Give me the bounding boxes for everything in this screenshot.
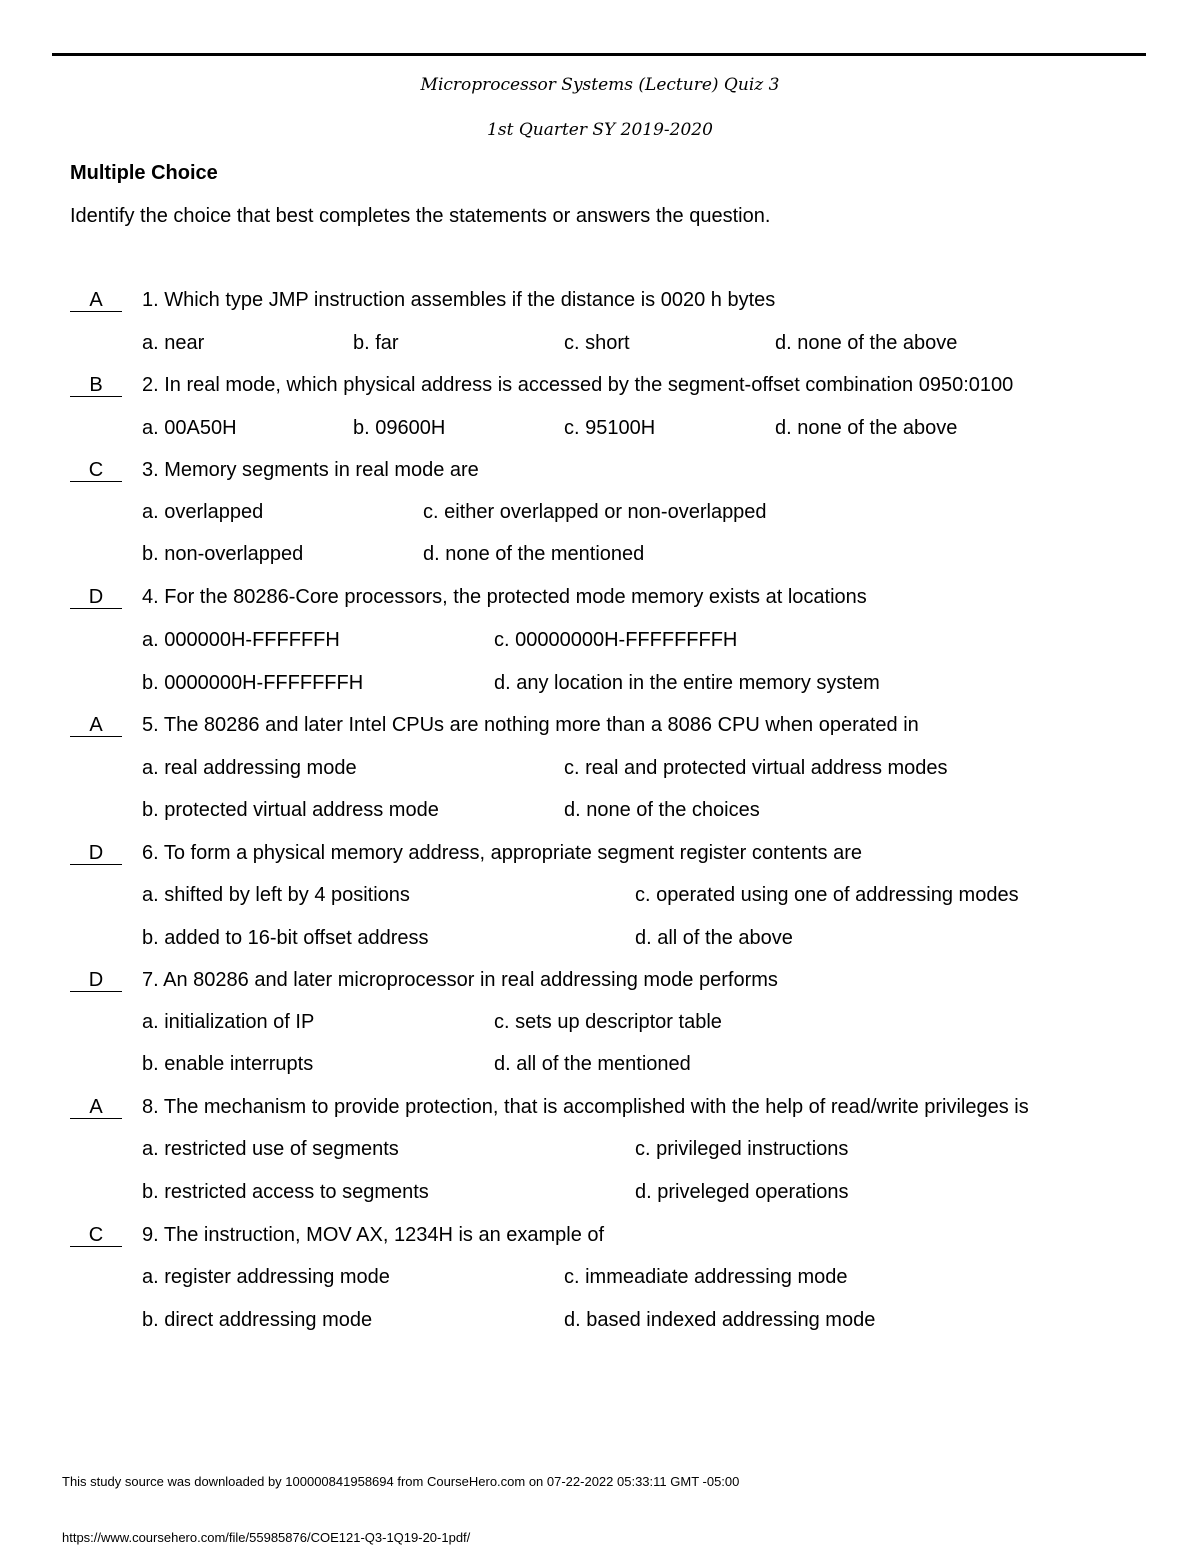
option-d: d. none of the choices bbox=[564, 799, 760, 821]
question-6 bbox=[0, 842, 1200, 872]
question-text: 9. The instruction, MOV AX, 1234H is an example of bbox=[142, 1224, 605, 1246]
answer-blank: D bbox=[70, 586, 122, 609]
question-text: 6. To form a physical memory address, appropriate segment register contents are bbox=[142, 842, 862, 864]
answer-blank: C bbox=[70, 459, 122, 482]
question-5 bbox=[0, 714, 1200, 744]
option-d: d. any location in the entire memory system bbox=[494, 672, 880, 694]
question-8 bbox=[0, 1096, 1200, 1126]
option-b: b. protected virtual address mode bbox=[142, 799, 439, 821]
source-url[interactable]: https://www.coursehero.com/file/55985876/COE121-Q3-1Q19-20-1pdf/ bbox=[62, 1530, 471, 1545]
answer-blank: A bbox=[70, 1096, 122, 1119]
answer-blank: A bbox=[70, 714, 122, 737]
option-a: a. near bbox=[142, 332, 205, 354]
question-2 bbox=[0, 374, 1200, 404]
answer-blank: D bbox=[70, 842, 122, 865]
instructions: Identify the choice that best completes the statements or answers the question. bbox=[70, 205, 771, 227]
option-a: a. register addressing mode bbox=[142, 1266, 390, 1288]
option-a: a. 000000H-FFFFFFH bbox=[142, 629, 340, 651]
option-a: a. shifted by left by 4 positions bbox=[142, 884, 410, 906]
option-c: c. 95100H bbox=[564, 417, 656, 439]
option-c: c. 00000000H-FFFFFFFFH bbox=[494, 629, 738, 651]
option-a: a. overlapped bbox=[142, 501, 264, 523]
option-c: c. operated using one of addressing modes bbox=[635, 884, 1019, 906]
option-b: b. enable interrupts bbox=[142, 1053, 314, 1075]
question-text: 4. For the 80286-Core processors, the protected mode memory exists at locations bbox=[142, 586, 867, 608]
question-7 bbox=[0, 969, 1200, 999]
quiz-title: Microprocessor Systems (Lecture) Quiz 3 bbox=[420, 75, 780, 95]
option-c: c. immeadiate addressing mode bbox=[564, 1266, 848, 1288]
answer-blank: D bbox=[70, 969, 122, 992]
question-1 bbox=[0, 289, 1200, 319]
question-text: 7. An 80286 and later microprocessor in real addressing mode performs bbox=[142, 969, 778, 991]
option-c: c. short bbox=[564, 332, 630, 354]
question-4 bbox=[0, 586, 1200, 616]
option-c: c. real and protected virtual address modes bbox=[564, 757, 948, 779]
option-d: d. based indexed addressing mode bbox=[564, 1309, 876, 1331]
question-text: 3. Memory segments in real mode are bbox=[142, 459, 479, 481]
question-3 bbox=[0, 459, 1200, 489]
top-rule bbox=[52, 53, 1146, 56]
option-d: d. none of the mentioned bbox=[423, 543, 645, 565]
option-b: b. far bbox=[353, 332, 399, 354]
option-b: b. non-overlapped bbox=[142, 543, 304, 565]
option-b: b. direct addressing mode bbox=[142, 1309, 373, 1331]
download-source-notice: This study source was downloaded by 100000841958694 from CourseHero.com on 07-22-2022 05:33:11 GMT -05:00 bbox=[62, 1474, 740, 1489]
answer-blank: A bbox=[70, 289, 122, 312]
option-d: d. all of the above bbox=[635, 927, 793, 949]
option-c: c. privileged instructions bbox=[635, 1138, 849, 1160]
answer-blank: C bbox=[70, 1224, 122, 1247]
option-b: b. added to 16-bit offset address bbox=[142, 927, 429, 949]
option-d: d. priveleged operations bbox=[635, 1181, 849, 1203]
question-text: 1. Which type JMP instruction assembles if the distance is 0020 h bytes bbox=[142, 289, 776, 311]
question-text: 8. The mechanism to provide protection, that is accomplished with the help of read/write privileges is bbox=[142, 1096, 1029, 1118]
option-b: b. 0000000H-FFFFFFFH bbox=[142, 672, 364, 694]
question-text: 2. In real mode, which physical address is accessed by the segment-offset combination 0950:0100 bbox=[142, 374, 1014, 396]
option-d: d. none of the above bbox=[775, 332, 958, 354]
option-a: a. initialization of IP bbox=[142, 1011, 315, 1033]
option-b: b. restricted access to segments bbox=[142, 1181, 429, 1203]
answer-blank: B bbox=[70, 374, 122, 397]
option-a: a. 00A50H bbox=[142, 417, 237, 439]
question-9 bbox=[0, 1224, 1200, 1254]
option-d: d. none of the above bbox=[775, 417, 958, 439]
option-a: a. real addressing mode bbox=[142, 757, 357, 779]
option-c: c. either overlapped or non-overlapped bbox=[423, 501, 767, 523]
option-a: a. restricted use of segments bbox=[142, 1138, 399, 1160]
option-c: c. sets up descriptor table bbox=[494, 1011, 722, 1033]
option-b: b. 09600H bbox=[353, 417, 446, 439]
section-heading: Multiple Choice bbox=[70, 162, 218, 184]
quiz-subtitle: 1st Quarter SY 2019-2020 bbox=[487, 120, 713, 140]
option-d: d. all of the mentioned bbox=[494, 1053, 691, 1075]
question-text: 5. The 80286 and later Intel CPUs are nothing more than a 8086 CPU when operated in bbox=[142, 714, 919, 736]
